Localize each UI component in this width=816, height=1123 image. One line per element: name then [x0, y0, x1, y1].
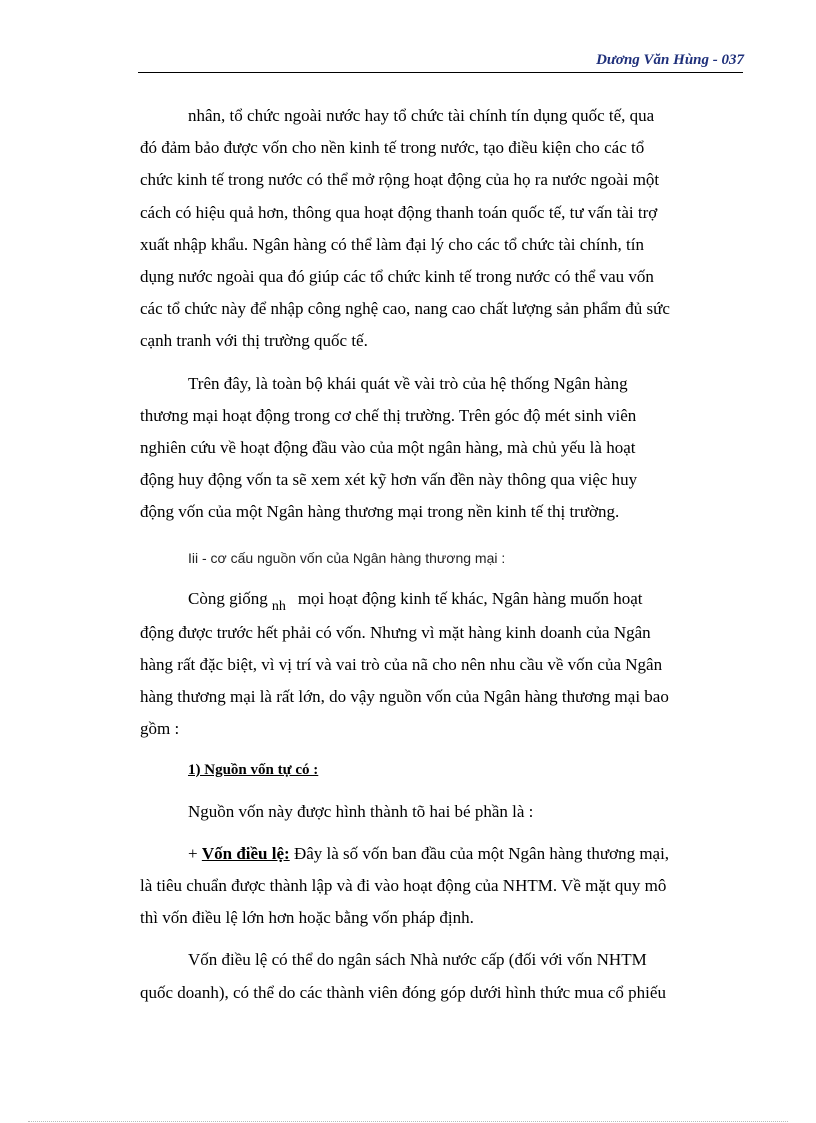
text-line: Nguồn vốn này được hình thành tõ hai bé phần là : — [188, 801, 534, 821]
text-line: thì vốn điều lệ lớn hơn hoặc bằng vốn pháp định. — [140, 908, 474, 928]
text-line: hàng thương mại là rất lớn, do vậy nguồn vốn của Ngân hàng thương mại bao — [140, 687, 669, 707]
header-author: Dương Văn Hùng - 037 — [596, 52, 744, 68]
text-line — [140, 838, 740, 870]
paragraph-4 — [140, 796, 740, 828]
text-line: quốc doanh), có thể do các thành viên đóng góp dưới hình thức mua cổ phiếu — [140, 982, 666, 1002]
text-span: Đây là số vốn ban đầu của một Ngân hàng thương mại, — [289, 843, 670, 863]
text-line: động được trước hết phải có vốn. Nhưng vì mặt hàng kinh doanh của Ngân — [140, 622, 651, 642]
page-bottom-border — [28, 1121, 788, 1122]
text-line: gồm : — [140, 719, 180, 739]
header-rule — [138, 72, 743, 73]
text-span: + — [188, 843, 202, 863]
text-line: hàng rất đặc biệt, vì vị trí và vai trò của nã cho nên nhu cầu về vốn của Ngân — [140, 655, 663, 675]
section-heading: Iii - cơ cấu nguồn vốn của Ngân hàng thương mại : — [188, 549, 506, 566]
text-line: Trên đây, là toàn bộ khái quát về vài trò của hệ thống Ngân hàng — [188, 373, 628, 393]
paragraph-3 — [140, 583, 740, 746]
paragraph-2 — [140, 368, 740, 529]
subscript-text: nh — [271, 598, 286, 614]
text-line: động huy động vốn ta sẽ xem xét kỹ hơn vấn đền này thông qua việc huy — [140, 470, 638, 490]
paragraph-6 — [140, 944, 740, 1008]
text-line: động vốn của một Ngân hàng thương mại trong nền kinh tế thị trường. — [140, 502, 620, 522]
term-label: Vốn điều lệ: — [201, 843, 290, 863]
text-span: mọi hoạt động kinh tế khác, Ngân hàng muốn hoạt — [297, 588, 643, 608]
document-body — [140, 100, 740, 1009]
text-line: Vốn điều lệ có thể do ngân sách Nhà nước cấp (đối với vốn NHTM — [188, 950, 647, 970]
text-line: các tổ chức này để nhập công nghệ cao, nang cao chất lượng sản phẩm đủ sức — [140, 299, 670, 319]
text-line: đó đảm bảo được vốn cho nền kinh tế trong nước, tạo điều kiện cho các tổ — [140, 138, 645, 158]
text-line: cách có hiệu quả hơn, thông qua hoạt động thanh toán quốc tế, tư vấn tài trợ — [140, 202, 658, 222]
text-line — [140, 583, 740, 617]
text-line: nghiên cứu về hoạt động đầu vào của một ngân hàng, mà chủ yếu là hoạt — [140, 438, 636, 458]
paragraph-1 — [140, 100, 740, 358]
text-line: xuất nhập khẩu. Ngân hàng có thể làm đại lý cho các tổ chức tài chính, tín — [140, 234, 644, 254]
text-line: là tiêu chuẩn được thành lập và đi vào hoạt động của NHTM. Về mặt quy mô — [140, 876, 667, 896]
text-line: chức kinh tế trong nước có thể mở rộng hoạt động của họ ra nước ngoài một — [140, 170, 660, 190]
text-line: thương mại hoạt động trong cơ chế thị trường. Trên góc độ mét sinh viên — [140, 405, 637, 425]
text-line: dụng nước ngoài qua đó giúp các tổ chức kinh tế trong nước có thể vau vốn — [140, 267, 654, 287]
text-line: cạnh tranh với thị trường quốc tế. — [140, 331, 368, 351]
text-line: nhân, tổ chức ngoài nước hay tổ chức tài chính tín dụng quốc tế, qua — [188, 106, 655, 125]
paragraph-5 — [140, 838, 740, 935]
subsection-heading: 1) Nguồn vốn tự có : — [188, 761, 319, 778]
text-span: Còng giống — [188, 588, 268, 608]
